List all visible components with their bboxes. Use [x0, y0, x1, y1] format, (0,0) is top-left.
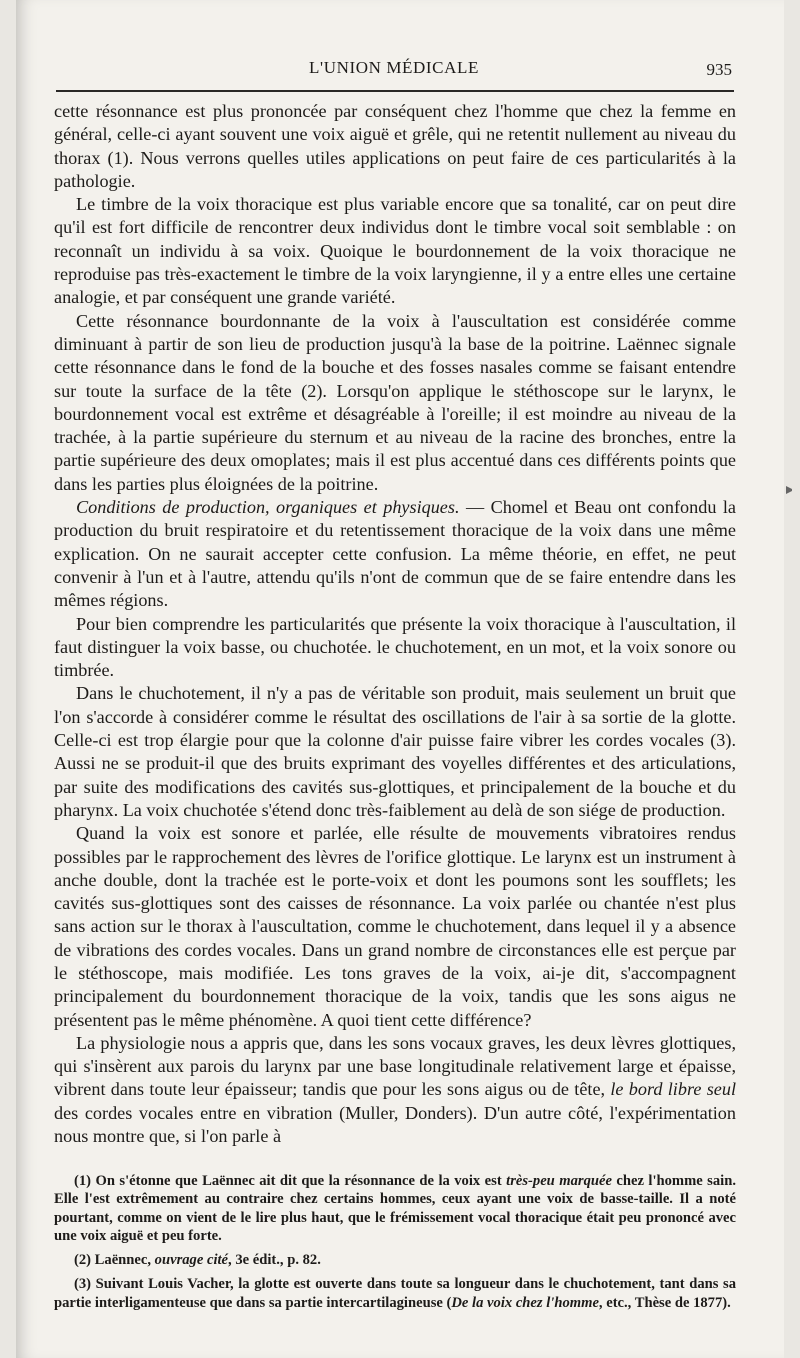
- running-title: L'UNION MÉDICALE: [309, 58, 479, 77]
- footnote-3-text-b: , etc., Thèse de 1877).: [598, 1294, 731, 1311]
- footnote-2: [54, 1251, 736, 1269]
- paragraph-8-text-a: La physiologie nous a appris que, dans les sons vocaux graves, les deux lèvres glottiques, qui s'insèrent aux parois du larynx par une base longitudinale relativement large et épaisse, vibrent dans toute leur épaisseur; tandis que pour les sons aigus ou de tête,: [54, 1032, 736, 1100]
- main-text: [54, 100, 736, 1148]
- footnote-2-emphasis: ouvrage cité: [154, 1252, 229, 1269]
- paragraph-3: Cette résonnance bourdonnante de la voix à l'auscultation est considérée comme diminuant à partir de son lieu de production jusqu'à la base de la poitrine. Laënnec signale cette résonnance dans le fond de la bouche et des fosses nasales comme se faisant entendre sur toute la surface de la tête (2). Lorsqu'on applique le stéthoscope sur le larynx, le bourdonnement vocal est extrême et désagréable à l'oreille; il est moindre au niveau de la trachée, à la partie supérieure du sternum et au niveau de la racine des bronches, entre la partie supérieure des deux omoplates; mais il est plus accentué dans ces différents points que dans les parties plus éloignées de la poitrine.: [54, 310, 736, 494]
- section-heading: Conditions de production, organiques et physiques.: [76, 497, 460, 518]
- paragraph-4: [54, 496, 736, 612]
- margin-arrow-mark: [786, 486, 796, 494]
- header-rule: [56, 90, 734, 92]
- paragraph-8: [54, 1032, 736, 1148]
- paragraph-6: Dans le chuchotement, il n'y a pas de véritable son produit, mais seulement un bruit que l'on s'accorde à considérer comme le résultat des oscillations de l'air à sa sortie de la glotte. Celle-ci est trop élargie pour que la colonne d'air puisse faire vibrer les cordes vocales (3). Aussi ne se produit-il que des bruits exprimant des voyelles différentes et des articulations, par suite des modifications des cavités sus-glottiques, et principalement de la bouche et du pharynx. La voix chuchotée s'étend donc très-faiblement au delà de son siége de production.: [54, 683, 736, 820]
- footnote-1: [54, 1172, 736, 1245]
- footnote-1-text-a: (1) On s'étonne que Laënnec ait dit que la résonnance de la voix est: [74, 1173, 507, 1189]
- page-number: 935: [706, 60, 732, 79]
- paragraph-4-text: — Chomel et Beau ont confondu la production du bruit respiratoire et du retentissement thoracique de la voix dans une même explication. On ne saurait accepter cette confusion. La même théorie, en effet, ne peut convenir à l'un et à l'autre, attendu qu'ils n'ont de commun que de se faire entendre dans les mêmes régions.: [54, 497, 736, 611]
- footnote-3-text-a: (3) Suivant Louis Vacher, la glotte est ouverte dans toute sa longueur dans le chuchotement, tant dans sa partie interligamenteuse que dans sa partie intercartilagineuse (: [54, 1276, 736, 1311]
- footnote-2-text-a: (2) Laënnec,: [74, 1252, 155, 1269]
- book-page: [16, 0, 784, 1358]
- footnotes: [54, 1172, 736, 1318]
- paragraph-5: Pour bien comprendre les particularités que présente la voix thoracique à l'auscultation, il faut distinguer la voix basse, ou chuchotée. le chuchotement, en un mot, et la voix sonore ou timbrée.: [54, 613, 736, 681]
- paragraph-7: Quand la voix est sonore et parlée, elle résulte de mouvements vibratoires rendus possibles par le rapprochement des lèvres de l'orifice glottique. Le larynx est un instrument à anche double, dont la trachée est le porte-voix et dont les poumons sont les soufflets; les cavités sus-glottiques sont des caisses de résonnance. La voix parlée ou chantée n'est plus sans action sur le thorax à l'auscultation, comme le chuchotement, dans lequel il y a absence de vibrations des cordes vocales. Dans un grand nombre de circonstances elle est perçue par le stéthoscope, mais modifiée. Les tons graves de la voix, ai-je dit, s'accompagnent principalement du bourdonnement thoracique de la voix, tandis que les sons aigus ne présentent pas le même phénomène. A quoi tient cette différence?: [54, 823, 736, 1030]
- paragraph-8-emphasis: le bord libre seul: [610, 1079, 736, 1100]
- paragraph-8-text-b: des cordes vocales entre en vibration (Muller, Donders). D'un autre côté, l'expérimentation nous montre que, si l'on parle à: [54, 1102, 736, 1147]
- footnote-3-emphasis: De la voix chez l'homme: [451, 1294, 599, 1311]
- paragraph-2: Le timbre de la voix thoracique est plus variable encore que sa tonalité, car on peut dire qu'il est fort difficile de rencontrer deux individus dont le timbre vocal soit semblable : on reconnaît un individu à sa voix. Quoique le bourdonnement de la voix thoracique ne reproduise pas très-exactement le timbre de la voix laryngienne, il y a entre elles une certaine analogie, et par conséquent une grande variété.: [54, 194, 736, 308]
- footnote-1-emphasis: très-peu marquée: [506, 1173, 612, 1189]
- footnote-2-text-b: , 3e édit., p. 82.: [228, 1252, 321, 1269]
- footnote-3: [54, 1275, 736, 1312]
- footnote-1-text-b: chez l'homme sain. Elle l'est extrêmement au contraire chez certains hommes, ceux ayant une voix de basse-taille. Il a noté pourtant, comme on vient de le lire plus haut, que le frémissement vocal thoracique était peu prononcé avec une voix aiguë et peu forte.: [54, 1173, 736, 1244]
- page-header: [56, 58, 732, 88]
- paragraph-1: cette résonnance est plus prononcée par conséquent chez l'homme que chez la femme en général, celle-ci ayant souvent une voix aiguë et grêle, qui ne retentit nullement au niveau du thorax (1). Nous verrons quelles utiles applications on peut faire de ces particularités à la pathologie.: [54, 101, 736, 191]
